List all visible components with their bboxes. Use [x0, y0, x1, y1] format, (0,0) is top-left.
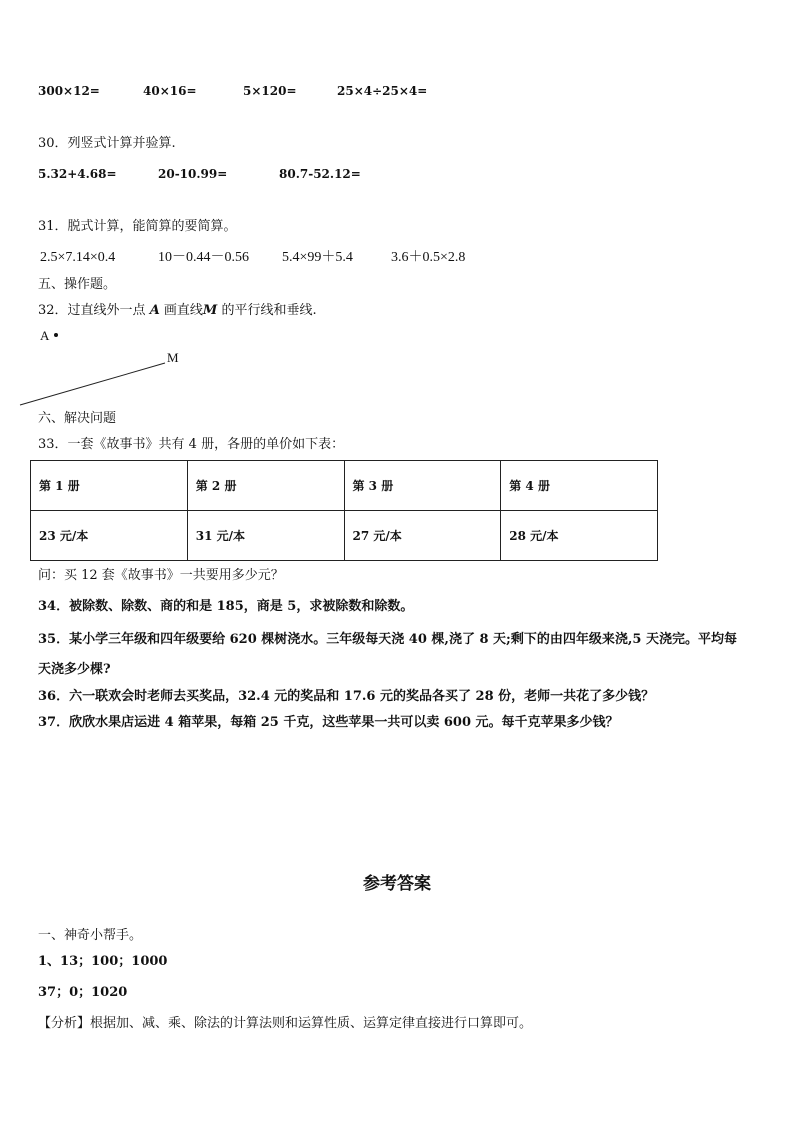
- calc-item: 80.7-52.12=: [279, 167, 361, 181]
- point-a-label: A: [40, 328, 50, 343]
- question-30-title: 30．列竖式计算并验算.: [38, 136, 176, 151]
- calc-item: 300×12=: [38, 84, 100, 98]
- price-table: [30, 460, 658, 561]
- table-header-cell: 第 1 册: [31, 461, 188, 511]
- table-cell: 23 元/本: [31, 511, 188, 561]
- calc-item: 20-10.99=: [158, 167, 228, 181]
- table-row: [31, 461, 658, 511]
- question-35-line1: 35．某小学三年级和四年级要给 620 棵树浇水。三年级每天浇 40 棵,浇了 8 天;剩下的由四年级来浇,5 天浇完。平均每: [38, 632, 737, 647]
- expression-item: 2.5×7.14×0.4: [40, 250, 116, 265]
- answer-line: 37；0；1020: [38, 985, 128, 1000]
- line-m-label: M: [167, 350, 179, 365]
- question-31-title: 31．脱式计算，能简算的要简算。: [38, 219, 237, 234]
- answers-section-heading: 一、神奇小帮手。: [38, 928, 143, 943]
- calc-item: 5×120=: [243, 84, 297, 98]
- table-header-cell: 第 3 册: [344, 461, 501, 511]
- expression-item: 5.4×99＋5.4: [282, 250, 353, 265]
- answer-line: 1、13；100；1000: [38, 954, 168, 969]
- question-35-line2: 天浇多少棵?: [38, 662, 111, 677]
- line-label-inline: M: [202, 303, 218, 318]
- question-33-title: 33．一套《故事书》共有 4 册，各册的单价如下表：: [38, 437, 345, 452]
- table-cell: 31 元/本: [187, 511, 344, 561]
- table-cell: 28 元/本: [501, 511, 658, 561]
- question-37: 37．欣欣水果店运进 4 箱苹果，每箱 25 千克，这些苹果一共可以卖 600 元。每千克苹果多少钱？: [38, 715, 619, 730]
- calc-item: 25×4÷25×4=: [337, 84, 428, 98]
- answers-title: 参考答案: [363, 874, 431, 894]
- calc-item: 5.32+4.68=: [38, 167, 117, 181]
- question-34: 34．被除数、除数、商的和是 185，商是 5，求被除数和除数。: [38, 599, 414, 614]
- question-32-suffix: 的平行线和垂线.: [217, 303, 317, 318]
- calc-item: 40×16=: [143, 84, 197, 98]
- answer-analysis: 【分析】根据加、减、乘、除法的计算法则和运算性质、运算定律直接进行口算即可。: [38, 1016, 533, 1031]
- section-heading: 五、操作题。: [38, 277, 117, 292]
- question-32-middle: 画直线: [159, 303, 203, 318]
- expression-item: 3.6＋0.5×2.8: [391, 250, 466, 265]
- expression-item: 10－0.44－0.56: [158, 250, 249, 265]
- line-m: [0, 0, 794, 420]
- point-label-inline: A: [149, 303, 160, 318]
- table-header-cell: 第 4 册: [501, 461, 658, 511]
- question-33-ask: 问：买 12 套《故事书》一共要用多少元？: [38, 568, 284, 583]
- table-header-cell: 第 2 册: [187, 461, 344, 511]
- question-32-prefix: 32．过直线外一点: [38, 303, 150, 318]
- table-row: [31, 511, 658, 561]
- table-cell: 27 元/本: [344, 511, 501, 561]
- section-heading: 六、解决问题: [38, 411, 117, 426]
- question-36: 36．六一联欢会时老师去买奖品，32.4 元的奖品和 17.6 元的奖品各买了 28 份，老师一共花了多少钱？: [38, 689, 655, 704]
